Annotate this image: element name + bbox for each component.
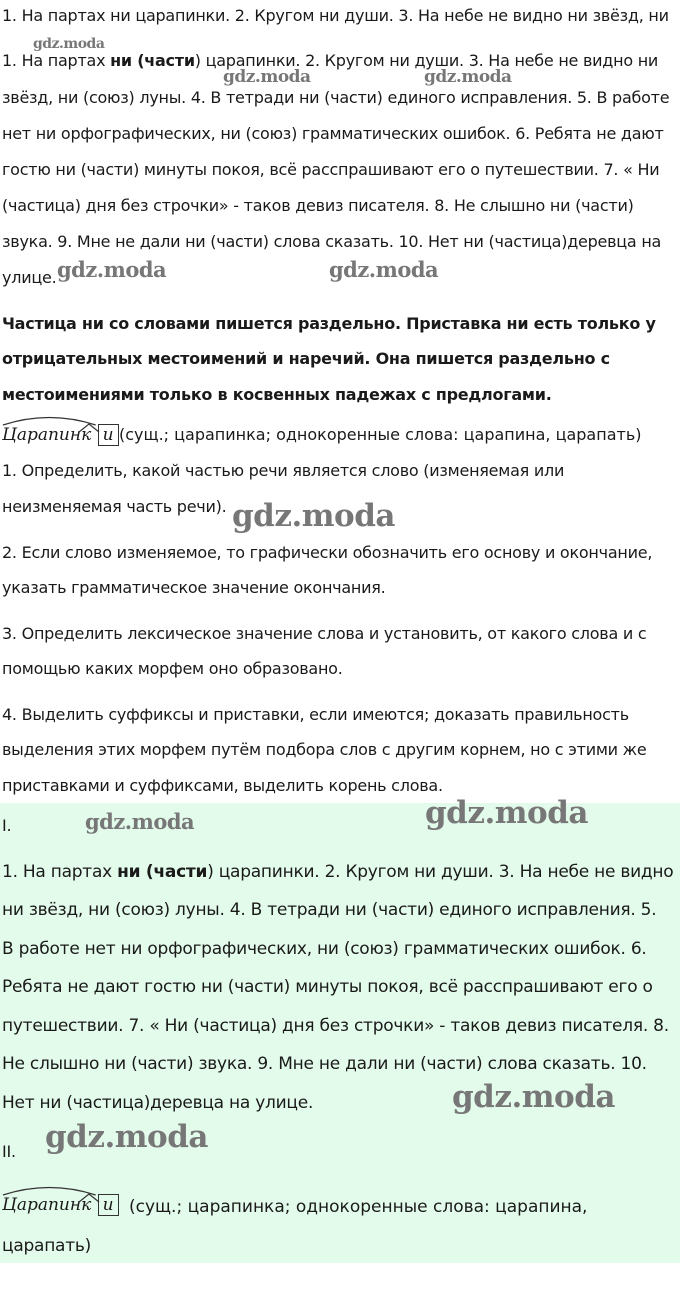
step-line: выделения этих морфем путём подбора слов с другим корнем, но с этими же <box>2 740 647 759</box>
suffix-mark-icon <box>78 1193 100 1203</box>
word-ending: и <box>98 424 119 446</box>
answer-line: ни звёзд, ни (союз) луны. 4. В тетради ни (части) единого исправления. 5. <box>2 900 657 920</box>
step-line: приставками и суффиксами, выделить корень слова. <box>2 776 443 795</box>
text-line: звука. 9. Мне не дали ни (части) слова сказать. 10. Нет ни (частица)деревца на <box>2 232 662 251</box>
text-span: ) царапинки. 2. Кругом ни души. 3. На небе не видно ни <box>194 51 659 70</box>
text-line: 1. На партах ни царапинки. 2. Кругом ни души. 3. На небе не видно ни звёзд, ни <box>2 6 669 25</box>
answer-line: путешествии. 7. « Ни (частица) дня без строчки» - таков девиз писателя. 8. <box>2 1016 669 1036</box>
watermark: gdz.moda <box>45 1119 208 1155</box>
word-ending: и <box>98 1194 119 1216</box>
stem-text: Царапинк <box>2 1195 92 1215</box>
watermark: gdz.moda <box>424 67 512 87</box>
text-line: (частица) дня без строчки» - таков девиз писателя. 8. Не слышно ни (части) <box>2 196 634 215</box>
answer-line <box>2 862 673 882</box>
step-line: 2. Если слово изменяемое, то графически обозначить его основу и окончание, <box>2 543 653 562</box>
morpheme-diagram <box>2 424 119 446</box>
step-line: неизменяемая часть речи). <box>2 497 227 516</box>
rule-line: отрицательных местоимений и наречий. Она пишется раздельно с <box>2 349 610 368</box>
text-span: 1. На партах <box>2 862 118 882</box>
step-line: 3. Определить лексическое значение слова и установить, от какого слова и с <box>2 624 647 643</box>
text-span: ) царапинки. 2. Кругом ни души. 3. На небе не видно <box>207 862 674 882</box>
watermark: gdz.moda <box>452 1079 615 1115</box>
morpheme-note: (сущ.; царапинка; однокоренные слова: царапина, царапать) <box>119 425 642 444</box>
watermark: gdz.moda <box>85 809 195 834</box>
rule-line: Частица ни со словами пишется раздельно. Приставка ни есть только у <box>2 314 656 333</box>
answer-line: В работе нет ни орфографических, ни (союз) грамматических ошибок. 6. <box>2 939 647 959</box>
rule-line: местоимениями только в косвенных падежах с предлогами. <box>2 385 552 404</box>
answer-line: Нет ни (частица)деревца на улице. <box>2 1093 314 1113</box>
text-line: улице. <box>2 268 57 287</box>
watermark: gdz.moda <box>329 257 439 282</box>
text-span: 1. На партах <box>2 51 111 70</box>
morpheme-diagram <box>2 1194 119 1216</box>
text-line <box>2 51 658 70</box>
answer-line: Не слышно ни (части) звука. 9. Мне не дали ни (части) слова сказать. 10. <box>2 1054 647 1074</box>
suffix-mark-icon <box>78 423 100 433</box>
step-line: 4. Выделить суффиксы и приставки, если имеются; доказать правильность <box>2 705 629 724</box>
text-line: звёзд, ни (союз) луны. 4. В тетради ни (части) единого исправления. 5. В работе <box>2 88 670 107</box>
section-label: II. <box>2 1142 16 1161</box>
watermark: gdz.moda <box>57 257 167 282</box>
step-line: указать грамматическое значение окончания. <box>2 578 386 597</box>
bold-text: ни (части <box>117 862 208 882</box>
morpheme-note: (сущ.; царапинка; однокоренные слова: царапина, <box>129 1197 588 1217</box>
answer-line: Ребята не дают гостю ни (части) минуты покоя, всё расспрашивают его о <box>2 977 653 997</box>
morpheme-note: царапать) <box>2 1236 92 1256</box>
watermark: gdz.moda <box>232 498 395 534</box>
watermark: gdz.moda <box>223 67 311 87</box>
step-line: помощью каких морфем оно образовано. <box>2 659 343 678</box>
section-label: I. <box>2 816 12 835</box>
bold-text: ни (части <box>110 51 195 70</box>
step-line: 1. Определить, какой частью речи является слово (изменяемая или <box>2 461 565 480</box>
watermark: gdz.moda <box>33 36 105 52</box>
text-line: гостю ни (части) минуты покоя, всё расспрашивают его о путешествии. 7. « Ни <box>2 160 660 179</box>
watermark: gdz.moda <box>425 795 588 831</box>
stem-text: Царапинк <box>2 425 92 445</box>
text-line: нет ни орфографических, ни (союз) грамматических ошибок. 6. Ребята не дают <box>2 124 664 143</box>
